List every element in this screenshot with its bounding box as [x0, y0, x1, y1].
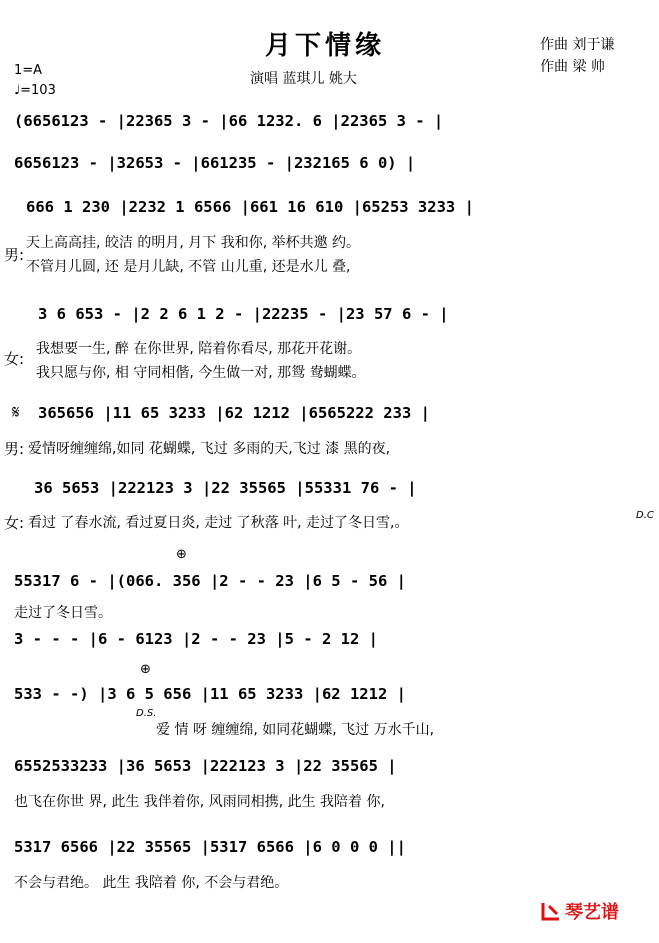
lyric-row-2: 不管月儿圆, 还 是月儿缺, 不管 山儿重, 还是水儿 叠,	[26, 259, 351, 275]
notation-row-1: (6656123 - |22365 3 - |66 1232. 6 |22365 3 - |	[14, 112, 444, 130]
lyric-row-6: 看过 了春水流, 看过夏日炎, 走过 了秋落 叶, 走过了冬日雪,。	[28, 515, 409, 531]
ds-marking: D.S.	[136, 708, 157, 719]
lyric-row-8: 爱 情 呀 缠缠绵, 如同花蝴蝶, 飞过 万水千山,	[156, 722, 435, 738]
notation-row-7: 55317 6 - |(066. 356 |2 - - 23 |6 5 - 56 |	[14, 572, 406, 590]
female-label: 女:	[4, 350, 25, 368]
notation-row-5: 365656 |11 65 3233 |62 1212 |6565222 233 |	[38, 404, 430, 422]
notation-row-2: 6656123 - |32653 - |661235 - |232165 6 0) |	[14, 154, 416, 172]
watermark-text: 琴艺谱	[565, 902, 619, 923]
composer-credit: 作曲 梁 帅	[540, 59, 605, 75]
lyric-row-10: 不会与君绝。 此生 我陪着 你, 不会与君绝。	[14, 875, 289, 891]
lyric-row-1: 天上高高挂, 皎洁 的明月, 月下 我和你, 举杯共邀 约。	[26, 235, 361, 251]
lyric-row-3: 我想要一生, 醉 在你世界, 陪着你看尽, 那花开花谢。	[36, 341, 362, 357]
male-label-2: 男:	[4, 440, 25, 458]
dc-marking: D.C	[636, 510, 654, 521]
notation-row-4: 3 6 653 - |2 2 6 1 2 - |22235 - |23 57 6 - |	[38, 305, 449, 323]
segno-symbol: 𝄋	[12, 402, 20, 423]
tempo-marking: ♩=103	[14, 83, 56, 98]
notation-row-10: 6552533233 |36 5653 |222123 3 |22 35565 |	[14, 757, 397, 775]
notation-row-3: 666 1 230 |2232 1 6566 |661 16 610 |65253 3233 |	[26, 198, 474, 216]
song-title: 月下情缘	[265, 31, 386, 61]
notation-row-6: 36 5653 |222123 3 |22 35565 |55331 76 - |	[34, 479, 417, 497]
female-label-2: 女:	[4, 514, 25, 532]
key-signature: 1=A	[14, 63, 43, 78]
watermark-icon	[540, 900, 562, 922]
lyric-row-7: 走过了冬日雪。	[14, 605, 112, 621]
coda-symbol-1: ⊕	[176, 547, 187, 562]
notation-row-9: 533 - -) |3 6 5 656 |11 65 3233 |62 1212 |	[14, 685, 406, 703]
notation-row-8: 3 - - - |6 - 6123 |2 - - 23 |5 - 2 12 |	[14, 630, 378, 648]
coda-symbol-2: ⊕	[140, 662, 151, 677]
notation-row-11: 5317 6566 |22 35565 |5317 6566 |6 0 0 0 ||	[14, 838, 406, 856]
lyricist-credit: 作曲 刘于谦	[540, 37, 615, 53]
watermark-logo	[540, 898, 619, 924]
lyric-row-5: 爱情呀缠缠绵,如同 花蝴蝶, 飞过 多雨的天,飞过 漆 黑的夜,	[28, 441, 391, 457]
lyric-row-4: 我只愿与你, 相 守同相偕, 今生做一对, 那鸳 鸯蝴蝶。	[36, 365, 366, 381]
male-label: 男:	[4, 246, 25, 264]
lyric-row-9: 也飞在你世 界, 此生 我伴着你, 风雨同相携, 此生 我陪着 你,	[14, 794, 385, 810]
singers-credit: 演唱 蓝琪儿 姚大	[250, 71, 357, 87]
